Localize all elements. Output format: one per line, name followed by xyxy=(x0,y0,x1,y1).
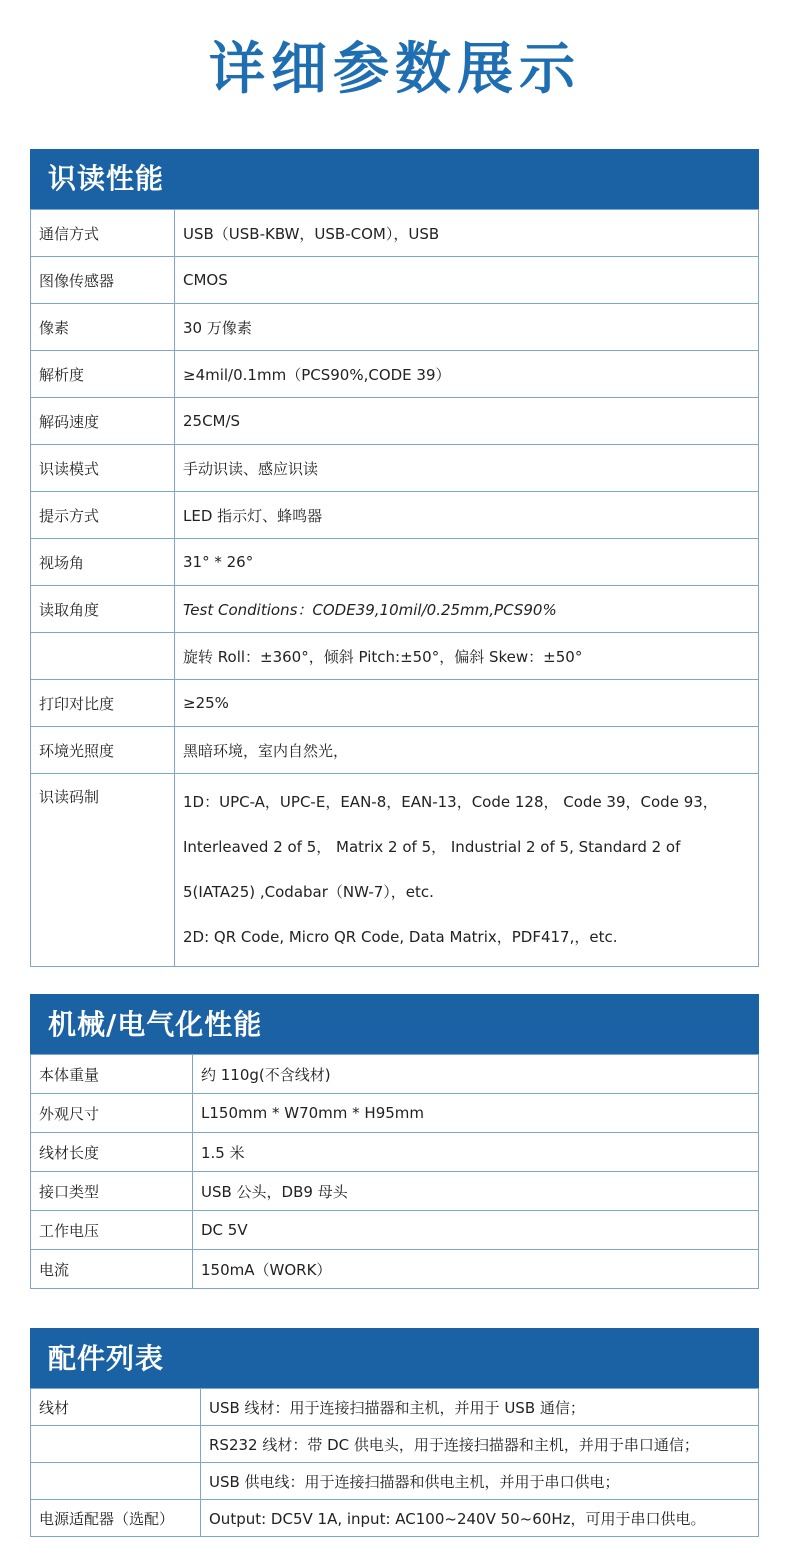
param-name: 工作电压 xyxy=(31,1211,193,1250)
param-name: 线材 xyxy=(31,1389,201,1426)
param-value: 150mA（WORK） xyxy=(193,1250,759,1289)
table-row xyxy=(31,539,759,586)
param-value: LED 指示灯、蜂鸣器 xyxy=(175,492,759,539)
accessories-section xyxy=(30,1328,759,1537)
table-row xyxy=(31,1500,759,1537)
param-value-symbology xyxy=(175,774,759,967)
table-row xyxy=(31,1463,759,1500)
param-value: USB 公头，DB9 母头 xyxy=(193,1172,759,1211)
table-row xyxy=(31,1211,759,1250)
param-value: CMOS xyxy=(175,257,759,304)
param-value: Test Conditions：CODE39,10mil/0.25mm,PCS90% xyxy=(175,586,759,633)
table-row xyxy=(31,727,759,774)
param-value: RS232 线材：带 DC 供电头，用于连接扫描器和主机，并用于串口通信； xyxy=(201,1426,759,1463)
param-value: DC 5V xyxy=(193,1211,759,1250)
param-name: 线材长度 xyxy=(31,1133,193,1172)
table-row xyxy=(31,351,759,398)
section-heading: 配件列表 xyxy=(30,1328,759,1388)
param-value: 1.5 米 xyxy=(193,1133,759,1172)
param-value: L150mm * W70mm * H95mm xyxy=(193,1094,759,1133)
section-heading: 识读性能 xyxy=(30,149,759,209)
param-value: Output: DC5V 1A, input: AC100~240V 50~60Hz，可用于串口供电。 xyxy=(201,1500,759,1537)
table-row xyxy=(31,398,759,445)
param-value: ≥25% xyxy=(175,680,759,727)
param-name: 图像传感器 xyxy=(31,257,175,304)
mechanical-electrical-table xyxy=(30,1054,759,1289)
table-row xyxy=(31,445,759,492)
param-value: 31° * 26° xyxy=(175,539,759,586)
table-row xyxy=(31,586,759,633)
accessories-table xyxy=(30,1388,759,1537)
param-value: 约 110g(不含线材) xyxy=(193,1055,759,1094)
table-row xyxy=(31,1389,759,1426)
param-value: USB 供电线：用于连接扫描器和供电主机，并用于串口供电； xyxy=(201,1463,759,1500)
param-name xyxy=(31,633,175,680)
table-row xyxy=(31,1172,759,1211)
table-row xyxy=(31,1133,759,1172)
table-row xyxy=(31,1055,759,1094)
param-value: 旋转 Roll：±360°，倾斜 Pitch:±50°，偏斜 Skew：±50° xyxy=(175,633,759,680)
table-row xyxy=(31,304,759,351)
param-name: 打印对比度 xyxy=(31,680,175,727)
param-value: 25CM/S xyxy=(175,398,759,445)
param-name: 解码速度 xyxy=(31,398,175,445)
param-name: 像素 xyxy=(31,304,175,351)
param-value: USB（USB-KBW，USB-COM），USB xyxy=(175,210,759,257)
symbology-line: 2D: QR Code, Micro QR Code, Data Matrix，PDF417,，etc. xyxy=(183,928,618,946)
table-row xyxy=(31,1426,759,1463)
param-value: 黑暗环境，室内自然光， xyxy=(175,727,759,774)
param-name: 视场角 xyxy=(31,539,175,586)
param-name: 读取角度 xyxy=(31,586,175,633)
table-row xyxy=(31,257,759,304)
param-name: 电流 xyxy=(31,1250,193,1289)
param-name: 识读模式 xyxy=(31,445,175,492)
reading-performance-table xyxy=(30,209,759,967)
table-row xyxy=(31,210,759,257)
param-name: 接口类型 xyxy=(31,1172,193,1211)
param-value: 手动识读、感应识读 xyxy=(175,445,759,492)
param-name: 提示方式 xyxy=(31,492,175,539)
symbology-line: Interleaved 2 of 5， Matrix 2 of 5， Industrial 2 of 5, Standard 2 of xyxy=(183,838,681,856)
section-heading: 机械/电气化性能 xyxy=(30,994,759,1054)
param-name: 本体重量 xyxy=(31,1055,193,1094)
table-row xyxy=(31,1094,759,1133)
param-name xyxy=(31,1463,201,1500)
symbology-line: 1D：UPC-A，UPC-E，EAN-8，EAN-13，Code 128， Code 39，Code 93， xyxy=(183,793,718,811)
param-value: USB 线材：用于连接扫描器和主机，并用于 USB 通信； xyxy=(201,1389,759,1426)
param-value: 30 万像素 xyxy=(175,304,759,351)
param-value: ≥4mil/0.1mm（PCS90%,CODE 39） xyxy=(175,351,759,398)
table-row xyxy=(31,774,759,967)
symbology-line: 5(IATA25) ,Codabar（NW-7），etc. xyxy=(183,883,434,901)
param-name: 通信方式 xyxy=(31,210,175,257)
table-row xyxy=(31,1250,759,1289)
table-row xyxy=(31,680,759,727)
table-row xyxy=(31,633,759,680)
param-name: 环境光照度 xyxy=(31,727,175,774)
param-name: 识读码制 xyxy=(31,774,175,967)
page-title: 详细参数展示 xyxy=(209,37,581,102)
param-name xyxy=(31,1426,201,1463)
param-name: 解析度 xyxy=(31,351,175,398)
param-name: 外观尺寸 xyxy=(31,1094,193,1133)
param-name: 电源适配器（选配） xyxy=(31,1500,201,1537)
table-row xyxy=(31,492,759,539)
reading-performance-section xyxy=(30,149,759,967)
mechanical-electrical-section xyxy=(30,994,759,1289)
